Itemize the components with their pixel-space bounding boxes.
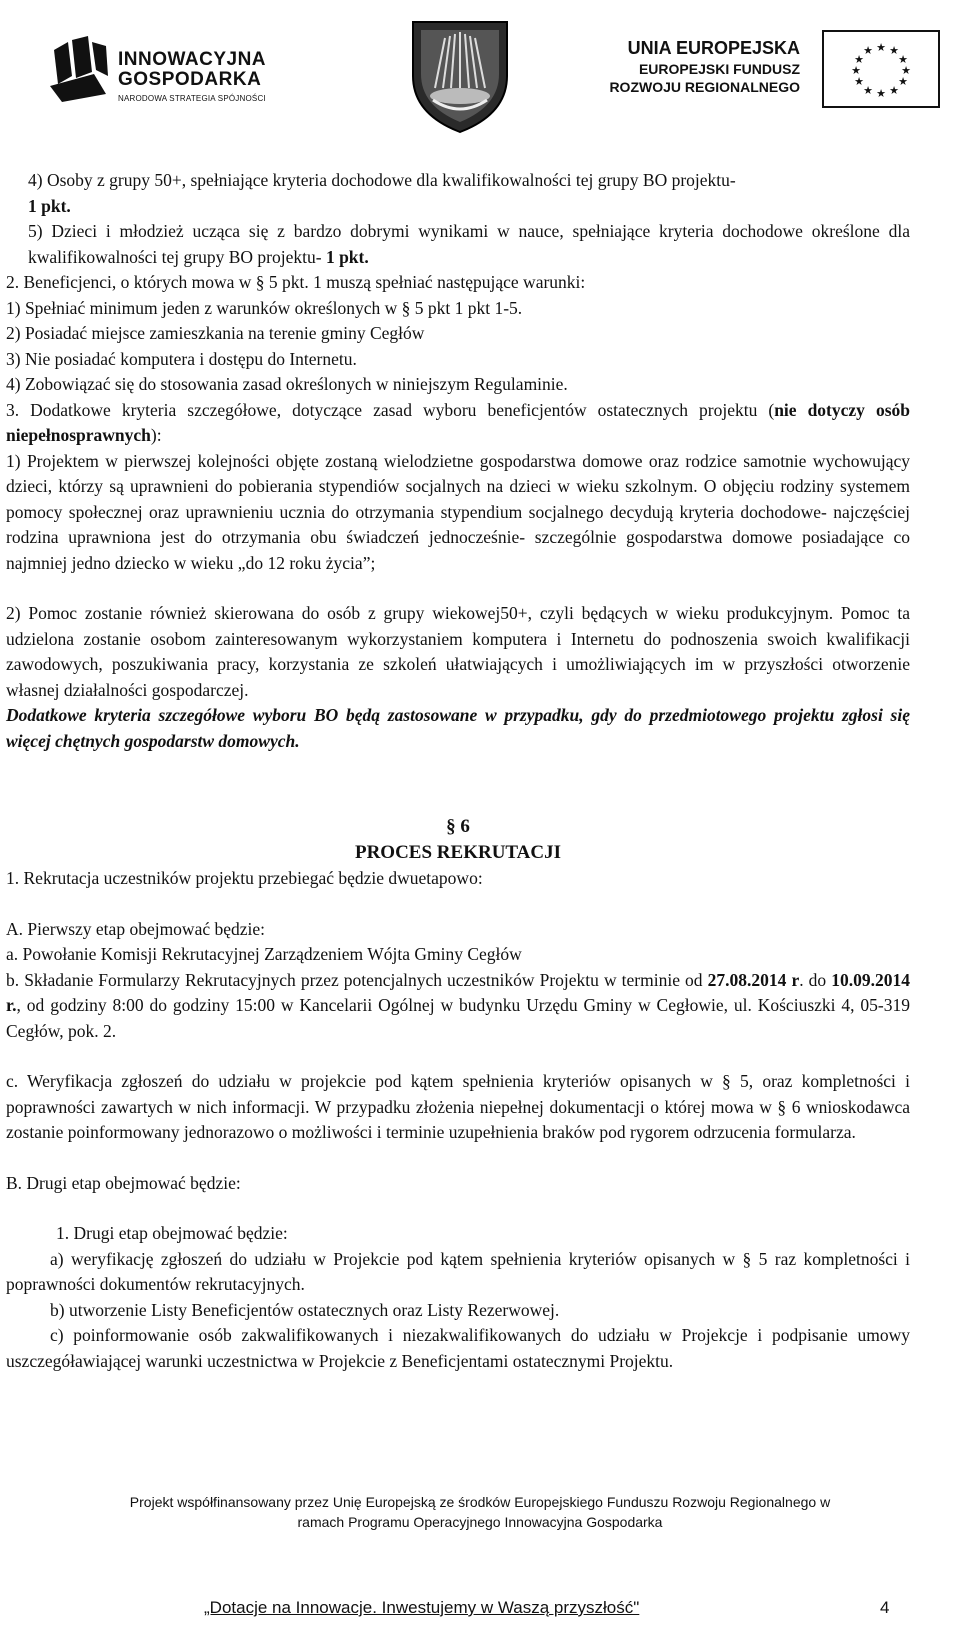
section-3-intro: 3. Dodatkowe kryteria szczegółowe, dotyczące zasad wyboru beneficjentów ostatecznych projektu (nie dotyczy osób niepełnosprawnych): [6, 399, 910, 445]
stage-b-item-c: c) poinformowanie osób zakwalifikowanych i niezakwalifikowanych do udziału w Projekcje i podpisanie umowy uszczegóławiającej warunki uczestnictwa w Projekcie z Beneficjentami ostatecznymi Projektu. [6, 1325, 910, 1371]
eu-flag-icon [822, 30, 940, 108]
logo-ig-line2: GOSPODARKA [118, 69, 262, 90]
disabled-exclusion: nie dotyczy osób niepełnosprawnych [6, 399, 910, 445]
additional-criterion-2: 2) Pomoc zostanie również skierowana do osób z grupy wiekowej50+, czyli będących w wieku produkcyjnym. Pomoc ta udzielona zostanie osobom zainteresowanym wykorzystaniem komputera i Internetu do podnoszenia swoich kwalifikacji zawodowych, poszukiwania pracy, korzystania ze szkoleń ułatwiających i umożliwiających im w przyszłości otworzenie własnej działalności gospodarczej. [6, 603, 910, 700]
svg-text:★: ★ [889, 44, 899, 57]
stage-b-item-1: 1. Drugi etap obejmować będzie: [56, 1223, 288, 1243]
footer-line-2: ramach Programu Operacyjnego Innowacyjna Gospodarka [297, 1514, 663, 1530]
stage-a-item-a: a. Powołanie Komisji Rekrutacyjnej Zarządzeniem Wójta Gminy Cegłów [6, 944, 522, 964]
section-title: PROCES REKRUTACJI [354, 842, 562, 863]
svg-text:★: ★ [889, 84, 899, 97]
logo-ig-line1: INNOWACYJNA [118, 49, 267, 70]
stage-b-item-a: a) weryfikację zgłoszeń do udziału w Projekcie pod kątem spełnienia kryteriów opisanych w § 5 raz kompletności i poprawności dokumentów rekrutacyjnych. [6, 1248, 910, 1294]
date-to: 10.09.2014 r. [6, 969, 910, 1015]
additional-criterion-1: 1) Projektem w pierwszej kolejności objęte zostaną wielodzietne gospodarstwa domowe oraz rodzice samotnie wychowujący dzieci, którzy są uprawnieni do pobierania stypendiów socjalnych na dzieci w wieku szkolnym. O objęciu rodziny systemem pomocy społecznej oraz uprawnieniu ucznia do otrzymania stypendium socjalnego decydują kryteria dochodowe- najczęściej rodzina uprawniona jest do otrzymania obu świadczeń jednocześnie- szczególnie gospodarstwa domowe posiadające co najmniej jedno dziecko w wieku „do 12 roku życia”; [6, 450, 910, 573]
criterion-5: 5) Dzieci i młodzież ucząca się z bardzo dobrymi wynikami w nauce, spełniające kryteria dochodowe określone dla kwalifikowalności tej grupy BO projektu- 1 pkt. [28, 221, 910, 267]
innowacyjna-gospodarka-logo [48, 30, 288, 110]
svg-text:★: ★ [898, 53, 908, 66]
section-number: § 6 [446, 816, 470, 837]
cofinancing-footer [0, 1492, 960, 1532]
points-1b: 1 pkt. [321, 246, 369, 267]
stage-b-item-b: b) utworzenie Listy Beneficjentów ostatecznych oraz Listy Rezerwowej. [50, 1299, 560, 1320]
condition-4: 4) Zobowiązać się do stosowania zasad określonych w niniejszym Regulaminie. [6, 374, 568, 394]
condition-1: 1) Spełniać minimum jeden z warunków określonych w § 5 pkt 1 pkt 1-5. [6, 297, 523, 318]
logo-eu-line2: EUROPEJSKI FUNDUSZ [638, 61, 800, 77]
project-slogan: „Dotacje na Innowacje. Inwestujemy w Waszą przyszłość" [204, 1598, 640, 1617]
innowacyjna-gospodarka-mark-icon [48, 36, 110, 102]
stage-a-item-c: c. Weryfikacja zgłoszeń do udziału w projekcie pod kątem spełnienia kryteriów opisanych w § 5, oraz kompletności i poprawności zawartych w nich informacji. W przypadku złożenia niepełnej dokumentacji o której mowa w § 6 wnioskodawca zostanie poinformowany jednorazowo o możliwości i terminie uzupełnienia braków pod rygorem odrzucenia formularza. [6, 1071, 910, 1142]
stage-a-heading: A. Pierwszy etap obejmować będzie: [6, 918, 266, 939]
criterion-4: 4) Osoby z grupy 50+, spełniające kryteria dochodowe dla kwalifikowalności tej grupy BO projektu- 1 pkt. [28, 170, 736, 216]
svg-text:★: ★ [863, 44, 873, 57]
recruitment-intro: 1. Rekrutacja uczestników projektu przebiegać będzie dwuetapowo: [6, 868, 483, 888]
svg-text:★: ★ [851, 64, 861, 77]
municipal-crest-icon [405, 14, 515, 134]
page-number: 4 [880, 1598, 890, 1617]
additional-criteria-note: Dodatkowe kryteria szczegółowe wyboru BO będą zastosowane w przypadku, gdy do przedmiotowego projektu zgłosi się więcej chętnych gospodarstw domowych. [6, 705, 910, 751]
section-2-intro: 2. Beneficjenci, o których mowa w § 5 pkt. 1 muszą spełniać następujące warunki: [6, 272, 586, 292]
svg-text:★: ★ [901, 64, 911, 77]
logo-eu-line3: ROZWOJU REGIONALNEGO [609, 79, 800, 95]
logo-eu-line1: UNIA EUROPEJSKA [627, 38, 800, 58]
svg-text:★: ★ [854, 75, 864, 88]
eu-erdf-logo [609, 30, 940, 110]
svg-text:★: ★ [854, 53, 864, 66]
footer-line-1: Projekt współfinansowany przez Unię Europejską ze środków Europejskiego Funduszu Rozwoju Regionalnego w [129, 1494, 831, 1510]
stage-a-item-b: b. Składanie Formularzy Rekrutacyjnych przez potencjalnych uczestników Projektu w terminie od 27.08.2014 r. do 10.09.2014 r., od godziny 8:00 do godziny 15:00 w Kancelarii Ogólnej w budynku Urzędu Gminy w Cegłowie, ul. Kościuszki 4, 05-319 Cegłów, pok. 2. [6, 969, 910, 1041]
svg-text:★: ★ [863, 84, 873, 97]
svg-text:★: ★ [876, 41, 886, 54]
points-1: 1 pkt. [28, 195, 71, 216]
document-body [6, 168, 910, 1374]
stage-b-heading: B. Drugi etap obejmować będzie: [6, 1172, 241, 1193]
svg-text:★: ★ [876, 87, 886, 100]
date-from: 27.08.2014 r [707, 969, 800, 990]
logo-ig-line3: NARODOWA STRATEGIA SPÓJNOŚCI [118, 94, 266, 103]
svg-text:★: ★ [898, 75, 908, 88]
condition-3: 3) Nie posiadać komputera i dostępu do Internetu. [6, 348, 357, 369]
condition-2: 2) Posiadać miejsce zamieszkania na terenie gminy Cegłów [6, 323, 425, 343]
